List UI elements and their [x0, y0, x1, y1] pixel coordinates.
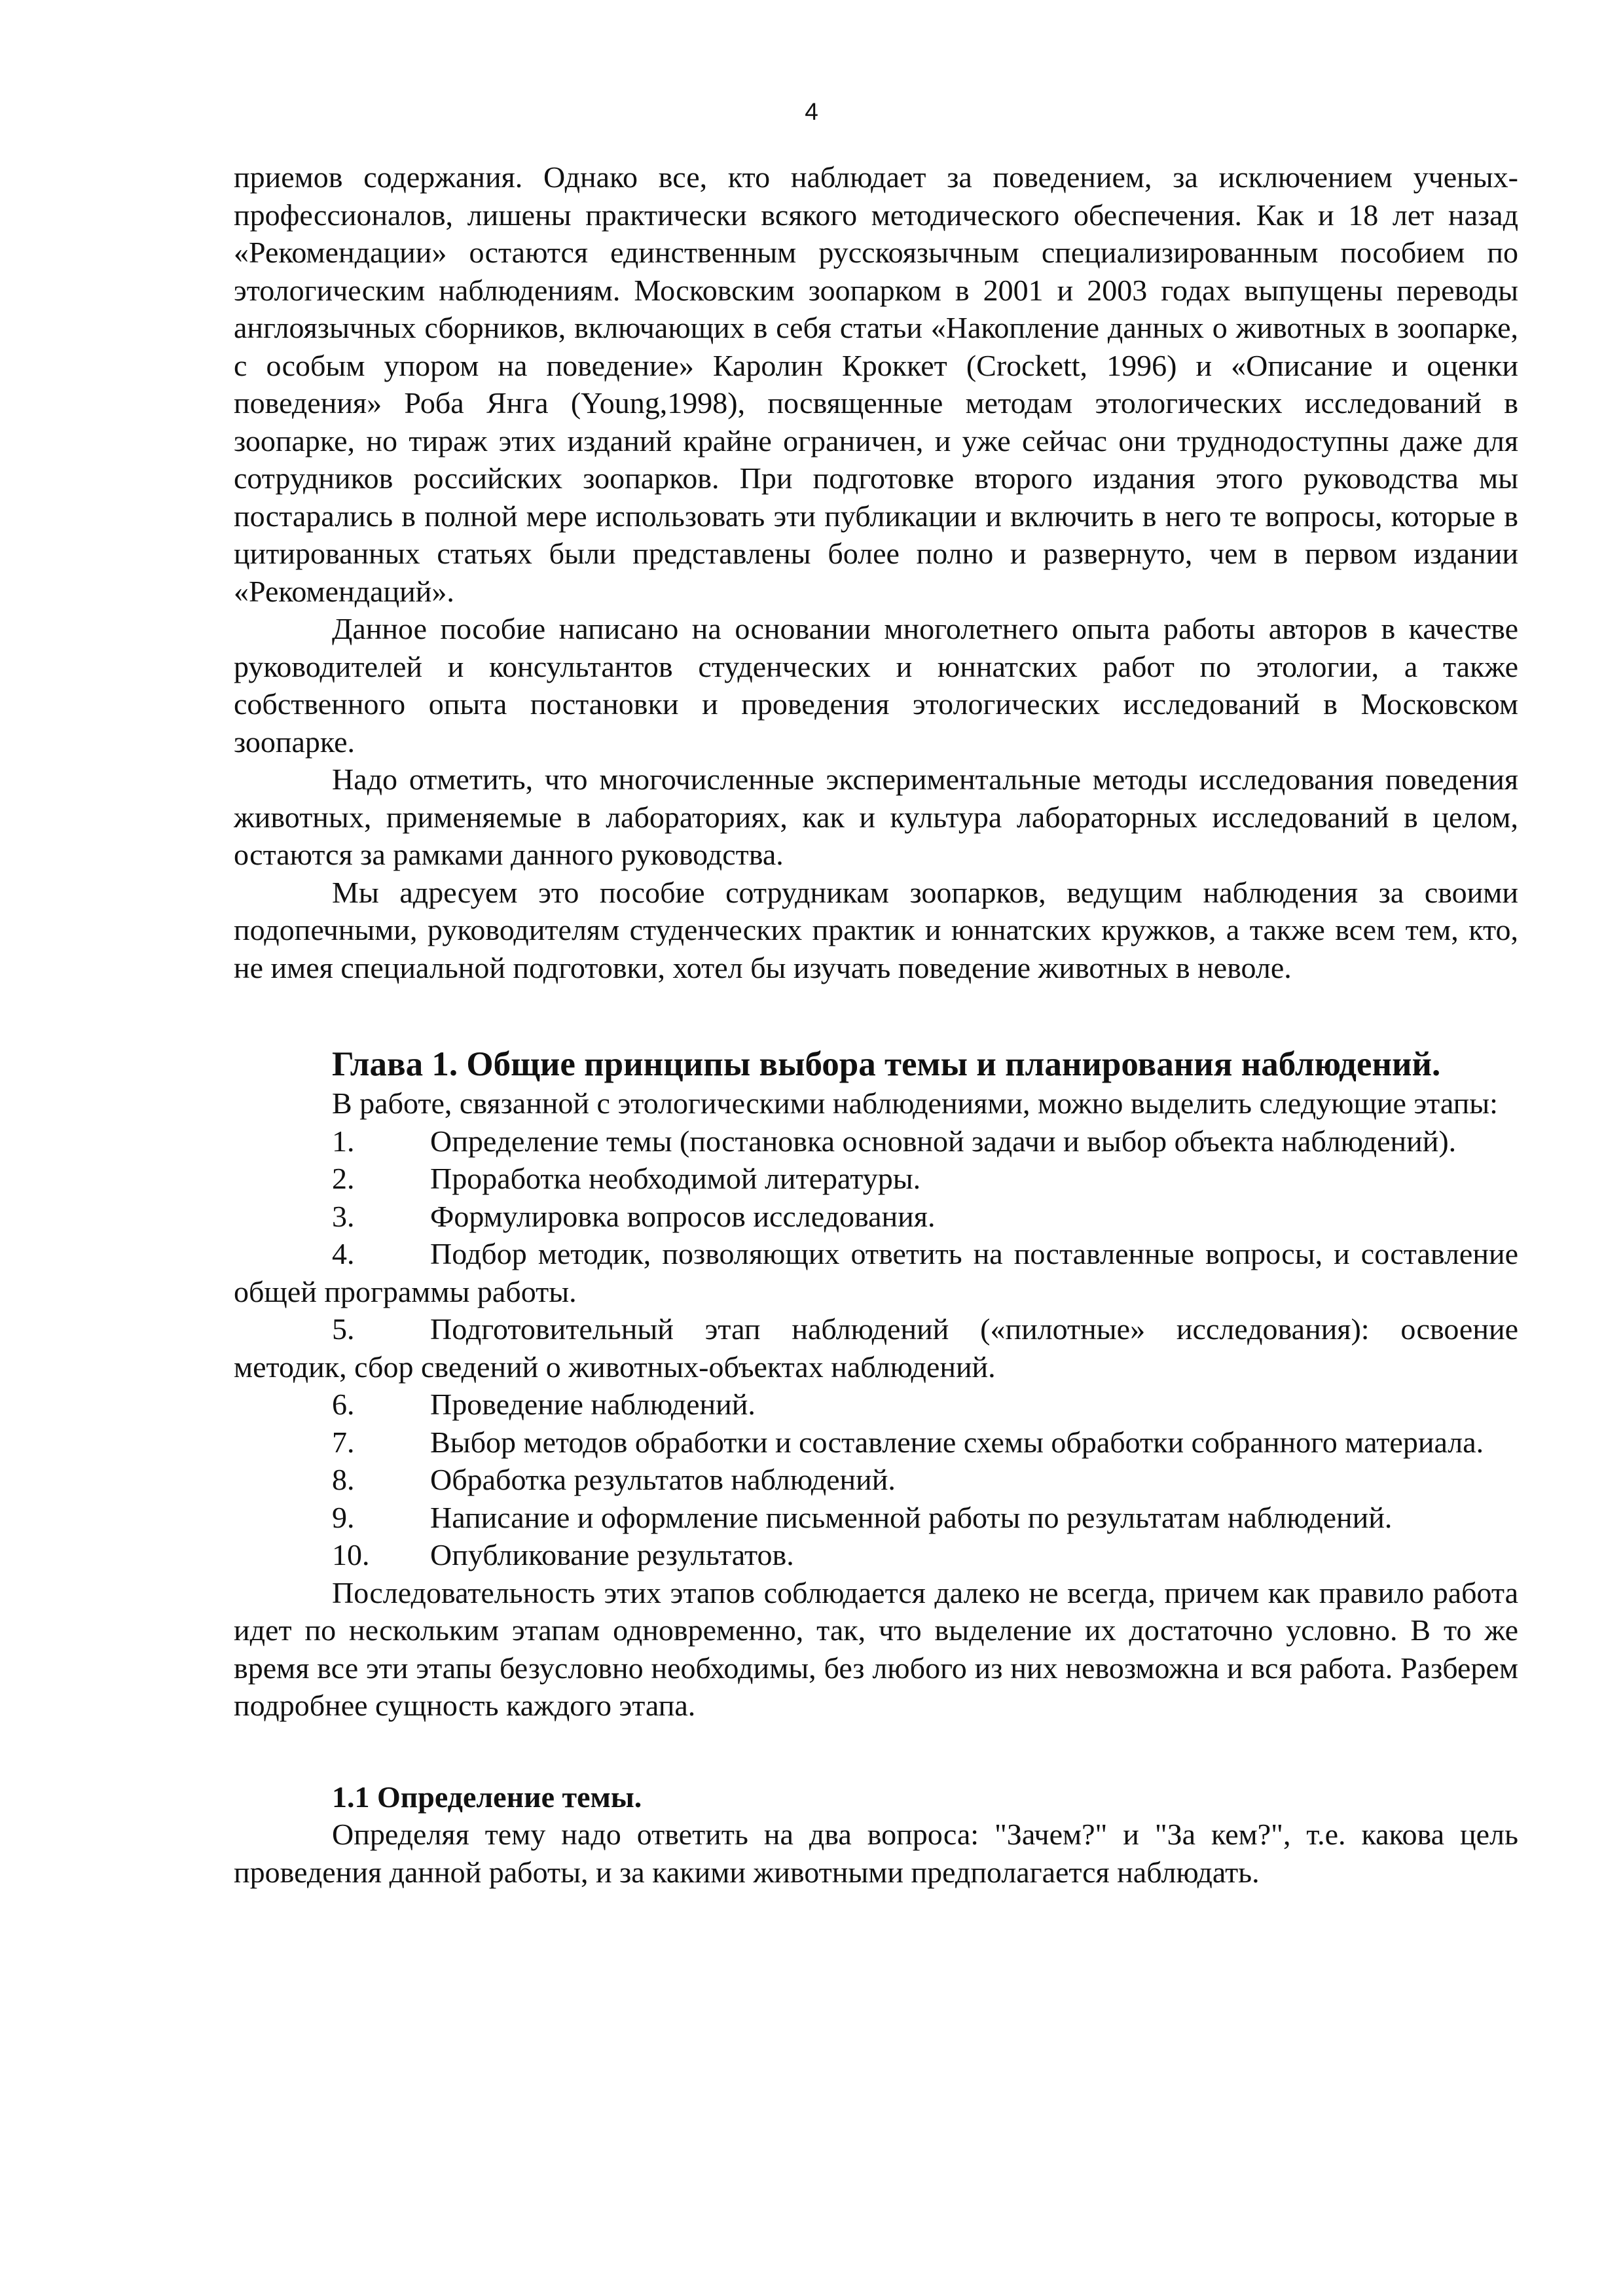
list-item — [234, 1160, 1518, 1198]
section-paragraph: Определяя тему надо ответить на два вопроса: "Зачем?" и "За кем?", т.е. какова цель проведения данной работы, и за какими животными предполагается наблюдать. — [234, 1818, 1518, 1889]
list-item — [234, 1386, 1518, 1424]
list-item — [234, 1536, 1518, 1574]
list-item-text: Опубликование результатов. — [430, 1538, 794, 1571]
list-item-number: 1. — [332, 1124, 355, 1158]
list-item-number: 3. — [332, 1199, 355, 1233]
page-content — [234, 158, 1518, 1891]
intro-paragraph-1: приемов содержания. Однако все, кто наблюдает за поведением, за исключением ученых-профессионалов, лишены практически всякого методического обеспечения. Как и 18 лет назад «Рекомендации» остаются единственным русскоязычным специализированным пособием по этологическим наблюдениям. Московским зоопарком в 2001 и 2003 годах выпущены переводы англоязычных сборников, включающих в себя статьи «Накопление данных о животных в зоопарке, с особым упором на поведение» Каролин Кроккет (Crockett, 1996) и «Описание и оценки поведения» Роба Янга (Young,1998), посвященные методам этологических исследований в зоопарке, но тираж этих изданий крайне ограничен, и уже сейчас они труднодоступны даже для сотрудников российских зоопарков. При подготовке второго издания этого руководства мы постарались в полной мере использовать эти публикации и включить в него те вопросы, которые в цитированных статьях были представлены более полно и развернуто, чем в первом издании «Рекомендаций». — [234, 160, 1518, 608]
list-item-number: 4. — [332, 1237, 355, 1270]
chapter-title: Глава 1. Общие принципы выбора темы и планирования наблюдений. — [332, 1045, 1441, 1083]
list-item-text: Подбор методик, позволяющих ответить на поставленные вопросы, и составление общей программы работы. — [234, 1237, 1518, 1308]
intro-paragraph-2: Данное пособие написано на основании многолетнего опыта работы авторов в качестве руководителей и консультантов студенческих и юннатских работ по этологии, а также собственного опыта постановки и проведения этологических исследований в Московском зоопарке. — [234, 612, 1518, 759]
list-item-text: Выбор методов обработки и составление схемы обработки собранного материала. — [430, 1425, 1484, 1459]
list-item — [234, 1198, 1518, 1236]
list-item-text: Подготовительный этап наблюдений («пилотные» исследования): освоение методик, сбор сведений о животных-объектах наблюдений. — [234, 1312, 1518, 1384]
list-item-number: 6. — [332, 1388, 355, 1421]
list-item — [234, 1424, 1518, 1462]
page-number: 4 — [805, 98, 818, 125]
list-item-number: 8. — [332, 1463, 355, 1496]
stages-list — [234, 1122, 1518, 1574]
list-item-text: Проведение наблюдений. — [430, 1388, 756, 1421]
intro-paragraph-3: Надо отметить, что многочисленные экспериментальные методы исследования поведения животных, применяемые в лабораториях, как и культура лабораторных исследований в целом, остаются за рамками данного руководства. — [234, 762, 1518, 871]
section-title: 1.1 Определение темы. — [332, 1780, 642, 1814]
list-item-text: Формулировка вопросов исследования. — [430, 1199, 936, 1233]
chapter-lead: В работе, связанной с этологическими наблюдениями, можно выделить следующие этапы: — [332, 1086, 1498, 1120]
list-item — [234, 1310, 1518, 1386]
list-item — [234, 1461, 1518, 1499]
list-item-text: Определение темы (постановка основной задачи и выбор объекта наблюдений). — [430, 1124, 1457, 1158]
list-item-text: Написание и оформление письменной работы по результатам наблюдений. — [430, 1500, 1393, 1534]
list-item — [234, 1122, 1518, 1160]
list-item-number: 5. — [332, 1312, 355, 1346]
chapter-after-paragraph: Последовательность этих этапов соблюдается далеко не всегда, причем как правило работа идет по нескольким этапам одновременно, так, что выделение их достаточно условно. В то же время все эти этапы безусловно необходимы, без любого из них невозможна и вся работа. Разберем подробнее сущность каждого этапа. — [234, 1575, 1518, 1722]
list-item-number: 10. — [332, 1538, 370, 1571]
list-item-number: 2. — [332, 1162, 355, 1195]
list-item-number: 9. — [332, 1500, 355, 1534]
list-item — [234, 1499, 1518, 1537]
intro-paragraph-4: Мы адресуем это пособие сотрудникам зоопарков, ведущим наблюдения за своими подопечными, руководителям студенческих практик и юннатских кружков, а также всем тем, кто, не имея специальной подготовки, хотел бы изучать поведение животных в неволе. — [234, 875, 1518, 984]
list-item-text: Обработка результатов наблюдений. — [430, 1463, 896, 1496]
list-item-text: Проработка необходимой литературы. — [430, 1162, 921, 1195]
list-item — [234, 1235, 1518, 1310]
list-item-number: 7. — [332, 1425, 355, 1459]
